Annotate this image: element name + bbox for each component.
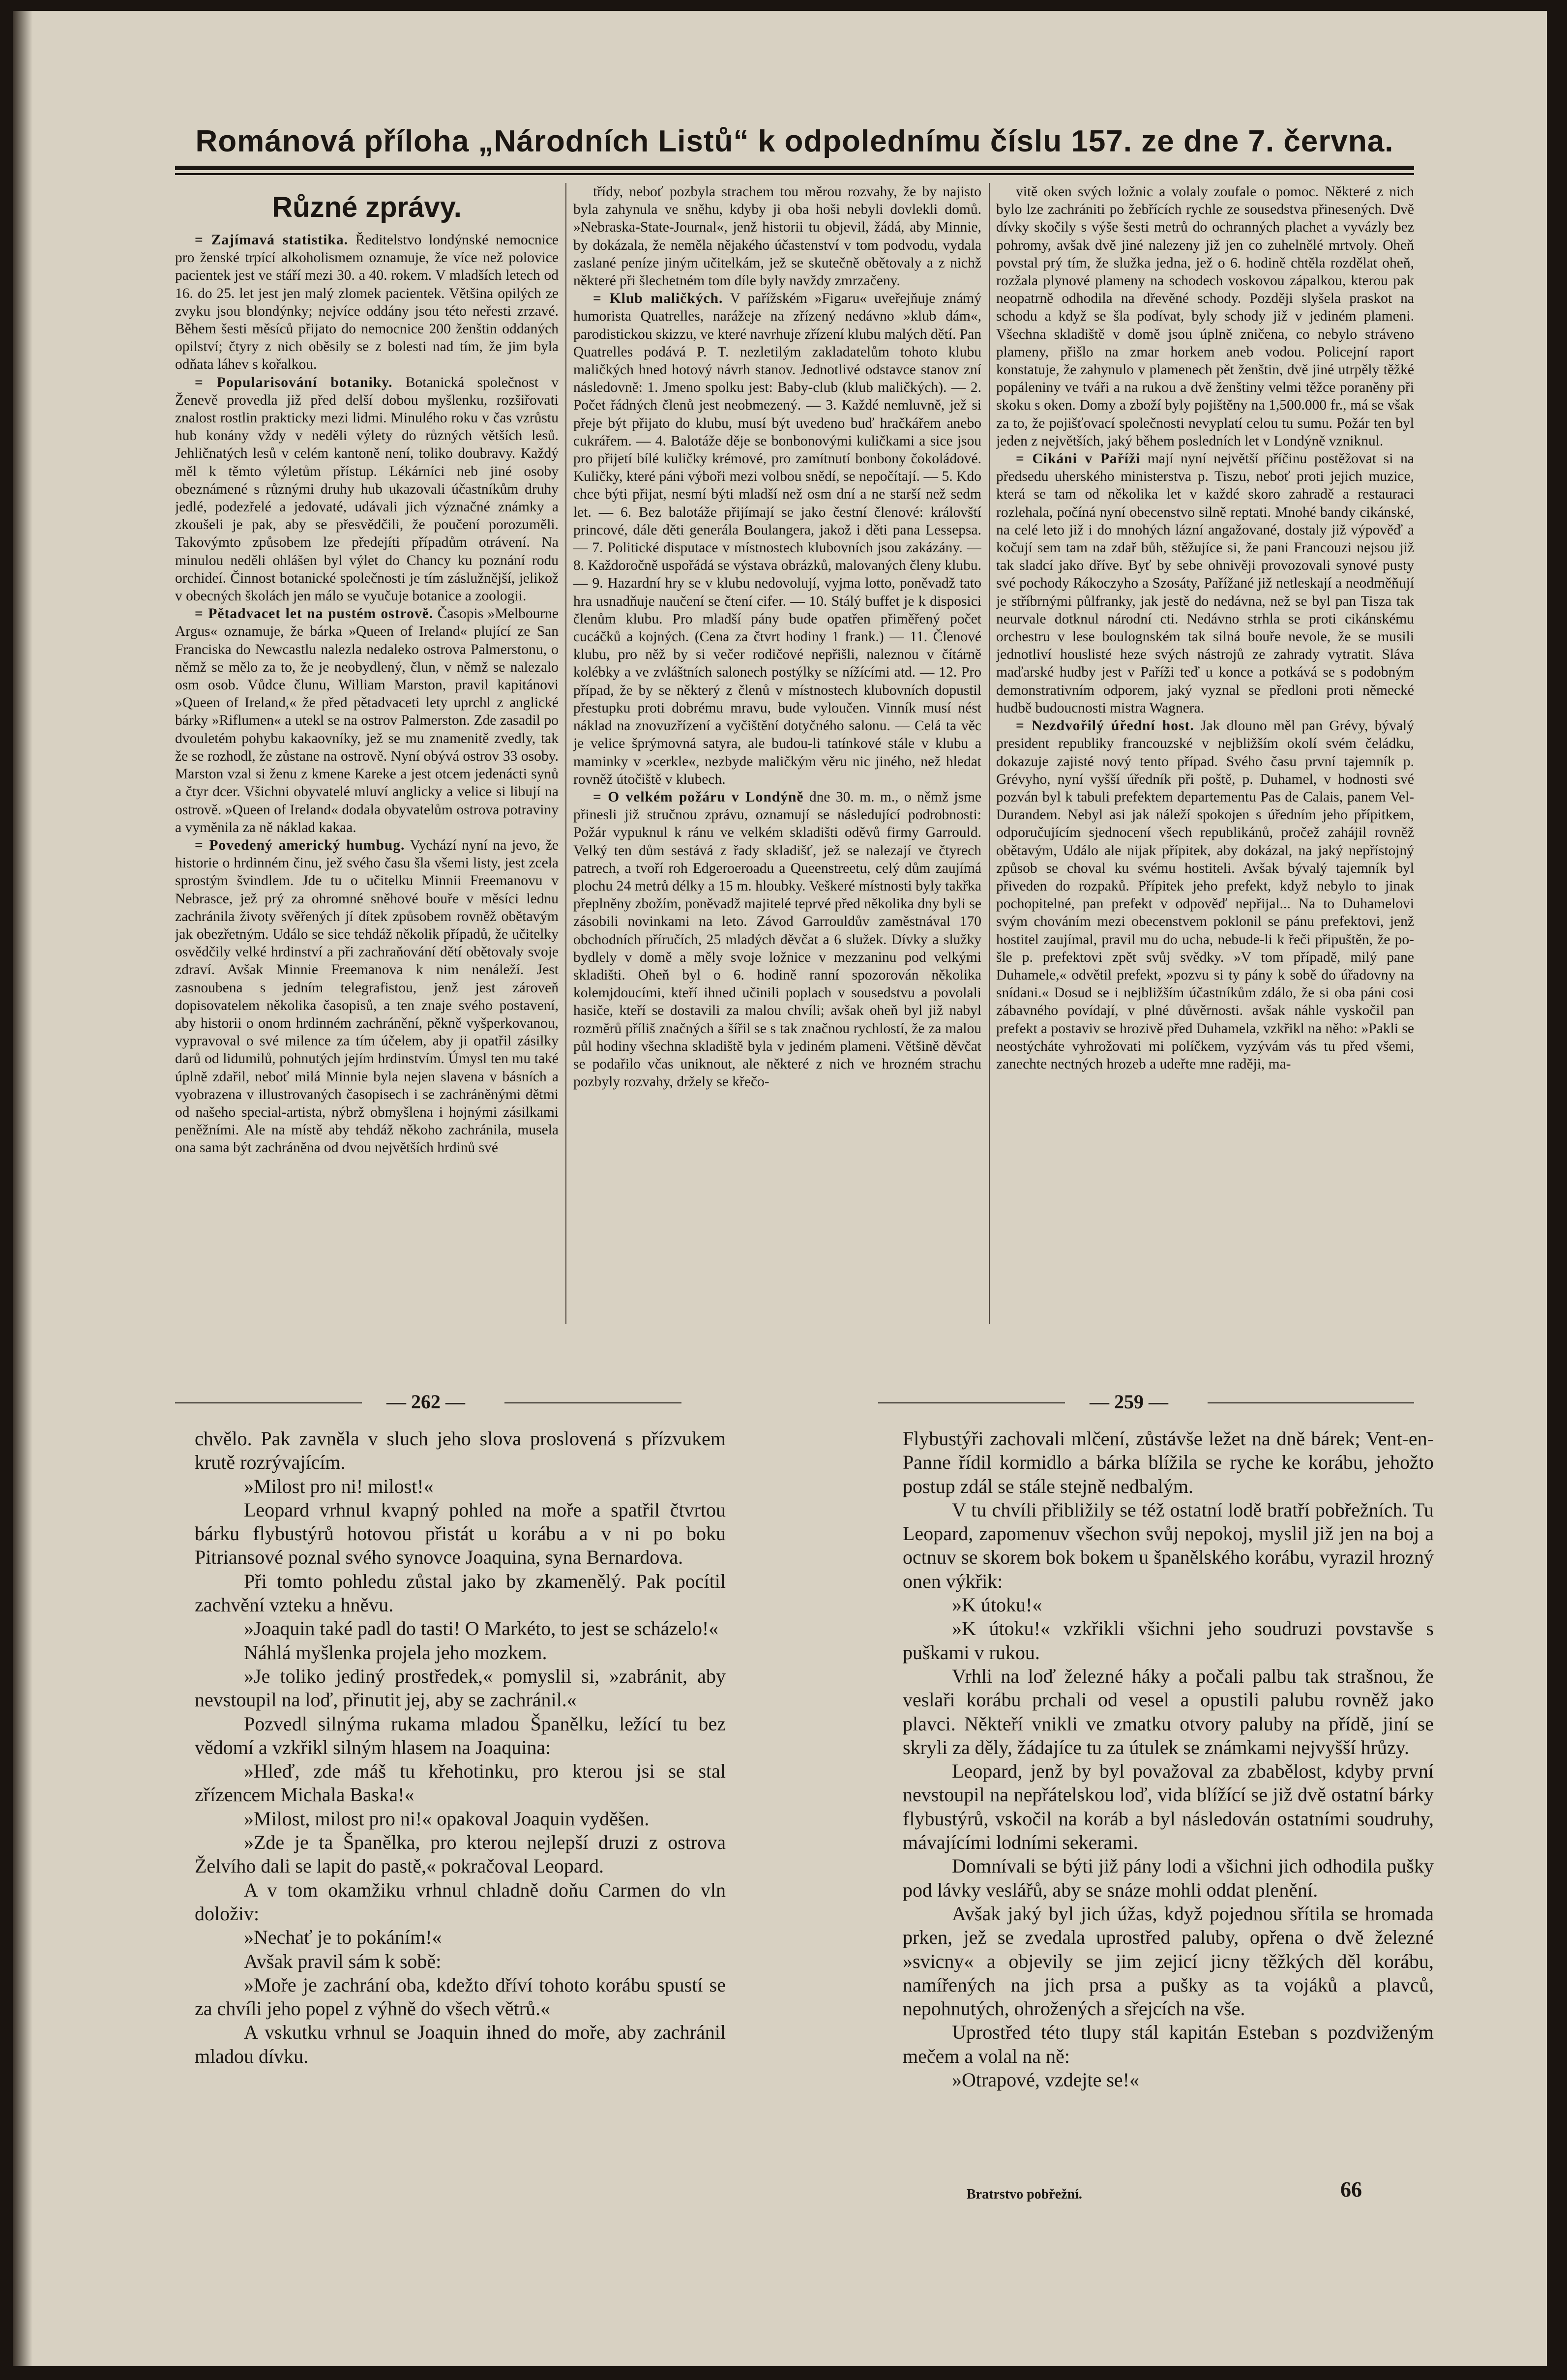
- novel-paragraph: »Je toliko jediný prostředek,« pomyslil si, »zabránit, aby nevstoupil na loď, přinutit jej, aby se zachránil.«: [195, 1665, 726, 1711]
- column-divider: [989, 183, 990, 1324]
- page-number-rule: [504, 1402, 681, 1403]
- article-heading: = Nezdvořilý úřední host.: [1016, 718, 1194, 734]
- article-paragraph: [996, 183, 1414, 450]
- article-text: Botanická společnost v Ženevě provedla již před delší dobou myšlenku, rozšiřovati znalost rostlin prakticky mezi lidmi. Minulého roku v čas vzrůstu hub konány vždy v neděli výlety do různých větších lesů. Jehličnatých lesů v celém kantoně není, toliko doubravy. Každý měl k těmto výletům přístup. Lékárníci neb jiné osoby obeznámené s různými druhy hub ukazovali účastníkům druhy jedlé, podezřelé a jedovaté, udávali jich význačné známky a zkoušeli je pak, aby se přesvědčili, že poučení porozuměli. Takovýmto způsobem lze předejíti případům otrávení. Na minulou neděli ohlášen byl výlet do Chancy ku poznání rodu orchideí. Činnost botanické společnosti je tím záslužnější, jelikož v obecných školách jen málo se vyučuje botanice a zoologii.: [175, 374, 559, 604]
- header-rule-thin: [175, 173, 1414, 175]
- novel-paragraph: »Nechať je to pokáním!«: [244, 1926, 442, 1949]
- novel-paragraph: Domnívali se býti již pány lodi a všichni jich odhodila pušky pod lávky veslářů, aby se snáze mohli oddat plenění.: [903, 1855, 1434, 1901]
- novel-paragraph: »Hleď, zde máš tu křehotinku, pro kterou jsi se stal zřízencem Michala Baska!«: [195, 1760, 726, 1806]
- page-number-left: — 262 —: [386, 1391, 465, 1413]
- article-text: V pařížském »Figaru« uveřejňuje známý humorista Quatrelles, narážeje na zřízený nedávno »klub dám«, parodistickou skizzu, ve které navrhuje zřízení klubu malých dětí. Pan Quatrelles podává P. T. nezletilým zakladatelům tohoto klubu maličkých hned hotový návrh stanov. Jednotlivé odstavce stanov zní následovně: 1. Jmeno spolku jest: Baby-club (klub maličkých). — 2. Počet řádných členů jest neobmezený. — 3. Každé nemluvně, jež si přeje být přijato do klubu, musí být uvedeno buď hračkářem anebo cukrářem. — 4. Balotáže děje se bonbonovými kuličkami a sice jsou pro přijetí bílé kuličky krémové, pro zamítnutí bonbony čokoládové. Kuličky, které páni výboři mezi volbou snědí, se nepočítají. — 5. Kdo chce býti přijat, nesmí býti mladší než osm dní a ne starší než sedm let. — 6. Bez balotáže přijímají se jako čestní členové: královští princové, dále děti generála Boulangera, jakož i děti pana Lessepsa. — 7. Politické disputace v místnostech klubovních jsou zakázány. — 8. Každoročně uspořádá se výstava obrázků, malovaných členy klubu. — 9. Hazardní hry se v klubu nedovolují, vyjma lotto, poněvadž tato hra usnadňuje naučení se čtení cifer. — 10. Stálý buffet je k disposici členům klubu. Pro mladší pány bude opatřen přiměřený počet cucáčků a kojných. (Cena za čtvrt hodiny 1 frank.) — 11. Členové klubu, pro něž by si večer rodičové nepřišli, naleznou v čítárně kolébky a ve zvláštních salonech postýlky se nížícími atd. — 12. Pro případ, že by se některý z členů v místnostech klubovních dopustil přestupku proti dobrému mravu, bude vyloučen. Vinník musí nést náklad na znovuzřízení a vyčištění dotyčného salonu. — Celá ta věc je velice šprýmovná satyra, ale budou-li tatínkové stále v klubu a maminky v »cerkle«, nezbyde maličkým věru nic jiného, než hledat rovněž útočiště v klubech.: [573, 291, 981, 787]
- column-2: [573, 183, 981, 1324]
- novel-paragraph: »Milost, milost pro ni!« opakoval Joaquin vyděšen.: [244, 1807, 650, 1830]
- novel-paragraph: »Milost pro ni! milost!«: [244, 1475, 434, 1497]
- article-heading: = O velkém požáru v Londýně: [593, 789, 804, 805]
- novel-paragraph: Uprostřed této tlupy stál kapitán Esteban s pozdviženým mečem a volal na ně:: [903, 2021, 1434, 2067]
- article-paragraph: [573, 290, 981, 788]
- novel-paragraph: Leopard, jenž by byl považoval za zbabělost, kdyby první nevstoupil na nepřátelskou loď, vida blížící se již dvě ostatní bárky flybustýrů, vskočil na koráb a byl následován ostatními soudruhy, mávajícími lodními sekerami.: [903, 1760, 1434, 1854]
- article-paragraph: [996, 717, 1414, 1073]
- column-3: [996, 183, 1414, 1324]
- article-heading: = Popularisování botaniky.: [195, 374, 393, 390]
- novel-paragraph: Flybustýři zachovali mlčení, zůstávše ležet na dně bárek; Vent-en-Panne řídil kormidlo a bárka blížila se ryche ke korábu, jehožto postup zdál se stále stejně nedbalým.: [903, 1428, 1434, 1497]
- page-header: Románová příloha „Národních Listů“ k odpolednímu číslu 157. ze dne 7. června.: [195, 124, 1394, 158]
- article-heading: = Klub maličkých.: [593, 291, 723, 307]
- article-heading: = Cikáni v Paříži: [1016, 451, 1141, 467]
- article-paragraph: [175, 605, 559, 836]
- article-paragraph: [573, 788, 981, 1091]
- novel-paragraph: »Moře je zachrání oba, kdežto dříví tohoto korábu spustí se za chvíli jeho popel z výhně do všech větrů.«: [195, 1973, 726, 2020]
- novel-paragraph: A vskutku vrhnul se Joaquin ihned do moře, aby zachránil mladou dívku.: [195, 2021, 726, 2067]
- novel-paragraph: Pozvedl silnýma rukama mladou Španělku, ležící tu bez vědomí a vzkřikl silným hlasem na Joaquina:: [195, 1712, 726, 1758]
- novel-paragraph: A v tom okamžiku vrhnul chladně doňu Carmen do vln doloživ:: [195, 1878, 726, 1925]
- novel-paragraph: V tu chvíli přibližily se též ostatní lodě bratří pobřežních. Tu Leopard, zapomenuv všechon svůj nepokoj, myslil již jen na boj a octnuv se skorem bok bokem u španělského korábu, vyrazil hrozný onen výkřik:: [903, 1498, 1434, 1592]
- footer-number: 66: [1340, 2177, 1362, 2202]
- novel-page-left: [195, 1427, 726, 2068]
- novel-page-right: [903, 1427, 1434, 2092]
- novel-paragraph: Avšak jaký byl jich úžas, když pojednou sřítila se hromada prken, jež se zvedala uprostřed paluby, opřena o dvě železné »svicny« a objevily se jim zejicí jicny těžkých děl korábu, namířených na jich prsa a pušky as ta vojáků a plavců, nepohnutých, ohrožených a sřejcích na vše.: [903, 1902, 1434, 2020]
- article-heading: = Zajímavá statistika.: [195, 232, 348, 248]
- article-text: Jak dlouno měl pan Grévy, bývalý president republiky francouzské v nejbližším okolí svém čeládku, dokazuje zajisté nový tento případ. Svého času první tajemník p. Grévyho, nyní vyšší úředník při poště, p. Duhamel, v hodnosti své pozván byl k tabuli prefektem departementu Pas de Calais, panem Vel-Durandem. Nebyl asi jak náleží spokojen s úředním jeho přípitkem, odporučujícím sjednocení všech republikánů, pročež zahájil rovněž obětavým, Událo ale nijak přípitek, aby dokázal, na jaký nepřístojný způsob se choval ku svému hostiteli. Avšak bývalý tajemník byl přiveden do rozpaků. Přípitek jeho prefekt, když nebylo to jinak pochopitelné, pan prefekt v odpověď nepřijal... Na to Duhamelovi svým chováním mezi obecenstvem poklonil se pánu prefektovi, jenž hostitel zaujímal, pravil mu do ucha, nebude-li k řeči připuštěn, že po-šle p. prefektovi zpět svůj svědky. »V tom případě, milý pane Duhamele,« odvětil prefekt, »pozvu si ty pány k sobě do úřadovny na snídani.« Dosud se i nejbližším účastníkům zdálo, že si oba páni cosi zábavného povídají, v plné důvěrnosti. avšak náhle vyskočil pan prefekt a postaviv se hrozivě před Duhamela, vzkřikl na něho: »Pakli se neostýcháte vyhrožovati mi políčkem, vyzývám vás tu před všemi, zanechte nectných hrozeb a udeřte mne raději, ma-: [996, 718, 1414, 1072]
- article-heading: = Povedený americký humbug.: [195, 837, 405, 853]
- column-divider: [565, 183, 566, 1324]
- article-text: Vychází nyní na jevo, že historie o hrdinném činu, jež svého času šla všemi listy, jest zcela sprostým švindlem. Jde tu o učitelku Minnii Freemanovu v Nebrasce, jež prý za ohromné sněhové bouře v měsíci lednu zachránila životy svěřených jí dítek způsobem rovněž obětavým jak obezřetným. Událo se sice tehdáž několik případů, že učitelky osvědčily velké hrdinství a při zachraňování dětí obětovaly svoje zdraví. Avšak Minnie Freemanova k nim nenáleží. Jest zasnoubena s jedním telegrafistou, jenž jest zároveň dopisovatelem několika časopisů, a ten znaje svého postavení, aby historii o onom hrdinném zachránění, pěkně vyšperkovanou, vypravoval o své milence za tím účelem, aby ji opatřil zásilky darů od lidumilů, pohnutých jejím hrdinstvím. Úmysl ten mu také úplně zdařil, neboť milá Minnie byla nejen slavena v básních a vyobrazena v illustrovaných časopisech i se zachráněnými dětmi od našeho special-artista, nýbrž obmyšlena i hojnými zásilkami peněžními. Ale na místě aby tehdáž někoho zachránila, musela ona sama být zachráněna od dvou největších hrdinů své: [175, 837, 559, 1156]
- column-1: [175, 183, 559, 1324]
- article-text: Časopis »Melbourne Argus« oznamuje, že bárka »Queen of Ireland« plující ze San Franciska do Newcastlu nalezla nedaleko ostrova Palmerstonu, o němž se mělo za to, že je neobydlený, člun, v němž se nalezalo osm osob. Vůdce člunu, William Marston, pravil kapitánovi »Queen of Ireland,« že před pětadvaceti lety uprchl z anglické bárky »Riflumen« a utekl se na ostrov Palmerston. Zde zasadil po dvouletém pohybu kakaovníky, jež se mu znamenitě zvedly, tak že se rozhodl, že zůstane na ostrově. Nyní obývá ostrov 33 osoby. Marston vzal si ženu z kmene Kareke a jest otcem jedenácti synů a čtyr dcer. Všichni obyvatelé mluví anglicky a velice si libují na ostrově. »Queen of Ireland« dodala obyvatelům ostrova potraviny a vyměnila za ně náklad kakaa.: [175, 606, 559, 835]
- column-3-body: [996, 183, 1414, 1073]
- footer-publisher: Bratrstvo pobřežní.: [967, 2187, 1082, 2202]
- novel-paragraph: »K útoku!«: [952, 1594, 1042, 1616]
- page-number-rule: [1208, 1402, 1414, 1403]
- novel-paragraph: chvělo. Pak zavněla v sluch jeho slova proslovená s přízvukem krutě rozrývajícím.: [195, 1428, 726, 1474]
- novel-paragraph: »K útoku!« vzkřikli všichni jeho soudruzi povstavše s puškami v rukou.: [903, 1617, 1434, 1664]
- article-text: vitě oken svých ložnic a volaly zoufale o pomoc. Některé z nich bylo lze zachrániti po žebřících rychle ze sousedstva přinesených. Dvě dívky skočily s výše šesti metrů do ochranných plachet a vyvázly bez pohromy, avšak dvě jiné nalezeny již jen co zuhelnělé mrtvoly. Oheň povstal prý tím, že služka jedna, jež o 6. hodině chtěla rozdělat oheň, rozžala plynové plameny na schodech voskovou zápalkou, kterou pak neopatrně odhodila na dřevěné schody. Později slyšela praskot na schodu a když se šla podívat, byly schody již v jediném plameni. Všechna skladiště v domě jsou úplně zničena, co nebylo stráveno plameny, přišlo na zmar horkem aneb vodou. Policejní raport konstatuje, že zahynulo v plamenech pět ženštin, dvě jiné utrpěly těžké popáleniny ve tváři a na rukou a dvě ženštiny velmi těžce poraněny při skoku s oken. Domy a zboží byly pojištěny na 1,500.000 fr., má se však za to, že pojišťovací společnosti nevyplatí celou tu sumu. Požár ten byl jeden z největších, jaký během posledních let v Londýně vzniknul.: [996, 184, 1414, 449]
- article-paragraph: [175, 231, 559, 374]
- column-1-body: [175, 231, 559, 1157]
- article-text: mají nyní největší příčinu postěžovat si na předsedu uherského ministerstva p. Tiszu, neboť proti jejich muzice, která se tam od několika let v každé skoro zahradě a restauraci rozlehala, počíná nyní obecenstvo silně reptati. Mnohé bandy cikánské, na celé leto již i do mnohých lázní angažované, dostaly již výpověď a kočují sem tam na zdař bůh, stěžujíce si, že pani Francouzi nejsou již tak sladcí jako dříve. Byť by sebe ohnivěji provozovali synové pusty své pochody Rákoczyho a Szosáty, Pařížané již netleskají a neodměňují je stříbrnými půlfranky, jak jestě do nedávna, než se byl pan Tisza tak neurvale dotknul národní cti. Nedávno strhla se proti cikánskému orchestru v lese boulognském tak silná bouře nevole, že se musili jednotliví houslisté hezе svých nástrojů ze zahrady vytratit. Sláva maďarské hudby jest v Paříži teď u konce a potkává se s podobným demonstrativním odporem, jaký vyznal se předloni proti německé hudbě budoucnosti mistra Wagnera.: [996, 451, 1414, 716]
- article-paragraph: [175, 374, 559, 605]
- novel-paragraph: Vrhli na loď železné háky a počali palbu tak strašnou, že veslaři korábu prchali od vesel a opustili palubu rovněž jako plavci. Někteří vnikli ve zmatku otvory paluby na přídě, jiní se skryli za děly, žádajíce tu za útulek se známkami nejvyšší hrůzy.: [903, 1665, 1434, 1758]
- article-heading: = Pětadvacet let na pustém ostrově.: [195, 606, 434, 622]
- article-paragraph: [573, 183, 981, 290]
- novel-paragraph: »Otrapové, vzdejte se!«: [952, 2069, 1139, 2091]
- article-text: Ředitelstvo londýnské nemocnice pro ženské trpící alkoholismem oznamuje, že více než polovice pacientek jest ve stáří mezi 30. a 40. rokem. V mladších letech od 16. do 25. let jest jen malý zlomek pacientek. Většina opilých ze zvyku jsou blondýnky; nejvíce oddány jsou této neřesti zrzavé. Během šesti měsíců přijato do nemocnice 200 ženštin oddaných opilství; čtyry z nich oběsily se z bolesti nad tím, že jim byla odňata láhev s kořalkou.: [175, 232, 559, 373]
- article-paragraph: [175, 836, 559, 1157]
- page-edge-shadow: [13, 11, 32, 2366]
- newspaper-page: [13, 11, 1547, 2366]
- novel-paragraph: Náhlá myšlenka projela jeho mozkem.: [244, 1641, 547, 1664]
- novel-paragraph: »Joaquin také padl do tasti! O Markéto, to jest se scházelo!«: [244, 1617, 719, 1640]
- column-2-body: [573, 183, 981, 1091]
- section-title: Různé zprávy.: [272, 191, 462, 223]
- article-text: dne 30. m. m., o němž jsme přinesli již stručnou zprávu, oznamují se následující podrobnosti: Požár vypuknul k ránu ve velkém skladišti oděvů firmy Garrould. Velký ten dům sestává z řady skladišť, jež se nalezají ve čtyrech patrech, a tvoří roh Edgeroeroadu a Queenstreetu, celý dům zaujímá plochu 24 metrů délky a 15 m. hloubky. Veškeré místnosti byly takřka přeplněny zbožím, poněvadž majitelé teprvé před několika dny byli se zásobili novinkami na leto. Závod Garrouldův zaměstnával 170 obchodních příručích, 25 mladých děvčat a 6 služek. Dívky a služky bydlely v domě a měly svoje ložnice v mezzaninu pod velkými skladišti. Oheň byl o 6. hodině ranní spozorován několika kolemjdoucími, kteří ihned učinili poplach v sousedstvu a povolali hasiče, kteří se dostavili za malou chvíli; avšak oheň byl již nabyl rozměrů příliš značných a šířil se s tak značnou rychlostí, že za malou půl hodiny všechna skladiště byla v jediném plameni. Většině děvčat se podařilo včas uniknout, ale některé z nich ve hrozném strachu pozbyly rozvahy, držely se křečo-: [573, 789, 981, 1090]
- novel-paragraph: Leopard vrhnul kvapný pohled na moře a spatřil čtvrtou bárku flybustýrů hotovou přistát u korábu a v ni po boku Pitriansové poznal svého synovce Joaquina, syna Bernardova.: [195, 1498, 726, 1569]
- novel-paragraph: »Zde je ta Španělka, pro kterou nejlepší druzi z ostrova Želvího dali se lapit do pastě,« pokračoval Leopard.: [195, 1831, 726, 1877]
- novel-paragraph: Avšak pravil sám k sobě:: [244, 1950, 442, 1972]
- page-number-rule: [175, 1402, 362, 1403]
- novel-paragraph: Při tomto pohledu zůstal jako by zkamenělý. Pak pocítil zachvění vzteku a hněvu.: [195, 1570, 726, 1616]
- header-rule: [175, 166, 1414, 170]
- article-text: třídy, neboť pozbyla strachem tou měrou rozvahy, že by najisto byla zahynula ve sněhu, kdyby ji oba hoši nebyli dovlekli domů. »Nebraska-State-Journal«, jenž historii tu objevil, žádá, aby Minnie, by dokázala, že neměla nějakého účastenství v tom podvodu, vydala zaslané peníze jiným učitelkám, jež se skutečně obětovaly a z nichž některé při šlechetném tom díle byly navždy zmrzačeny.: [573, 184, 981, 289]
- article-paragraph: [996, 450, 1414, 717]
- page-number-right: — 259 —: [1090, 1391, 1168, 1413]
- page-number-rule: [878, 1402, 1065, 1403]
